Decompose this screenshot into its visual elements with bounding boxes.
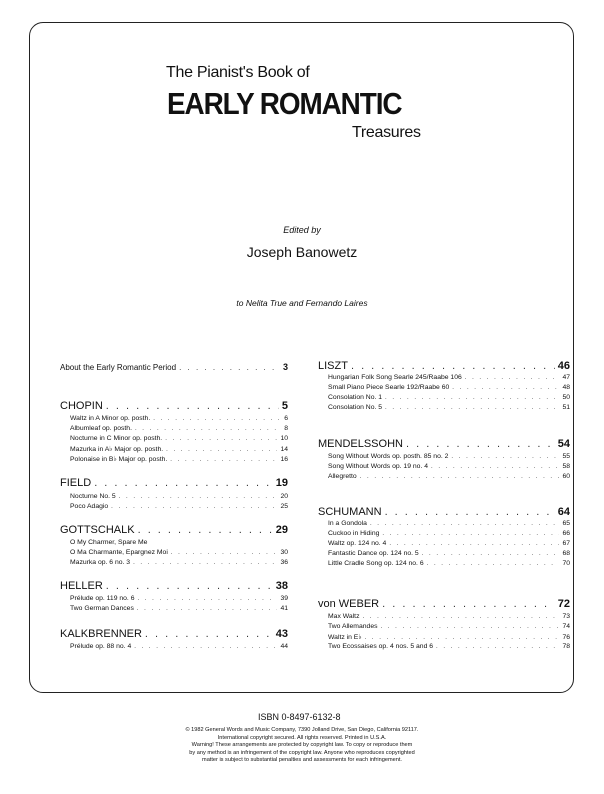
toc-entry xyxy=(318,550,570,557)
toc-entry xyxy=(318,374,570,381)
toc-composer-field xyxy=(60,477,288,489)
composer-page: 43 xyxy=(275,628,288,640)
toc-entry xyxy=(60,435,288,442)
toc-entry xyxy=(318,633,570,641)
toc-label: Nocturne in C Minor op. posth. xyxy=(70,435,163,442)
toc-entry xyxy=(60,445,288,453)
toc-entry xyxy=(318,613,570,620)
composer-name: MENDELSSOHN xyxy=(318,438,403,450)
toc-page: 73 xyxy=(562,613,570,620)
editor-name: Joseph Banowetz xyxy=(246,244,358,260)
composer-page: 5 xyxy=(281,400,288,412)
footer-line: Warning! These arrangements are protected by copyright law. To copy or reproduce them xyxy=(191,742,413,749)
toc-page: 47 xyxy=(562,374,570,381)
toc-label: Prélude op. 119 no. 6 xyxy=(70,595,135,602)
toc-label: Poco Adagio xyxy=(70,503,109,510)
toc-composer-weber xyxy=(318,598,570,610)
isbn: ISBN 0-8497-6132-8 xyxy=(258,712,341,722)
toc-entry xyxy=(318,643,570,650)
toc-page: 16 xyxy=(280,456,288,463)
toc-page: 8 xyxy=(284,425,288,432)
toc-page: 41 xyxy=(280,605,288,612)
composer-name: KALKBRENNER xyxy=(60,628,142,640)
toc-entry xyxy=(60,605,288,612)
toc-composer-chopin xyxy=(60,400,288,412)
toc-label: Hungarian Folk Song Searle 245/Raabe 106 xyxy=(328,374,462,381)
toc-page: 60 xyxy=(562,473,570,480)
toc-composer-gottschalk xyxy=(60,524,288,536)
toc-label: Polonaise in B♭ Major op. posth. xyxy=(70,456,168,463)
toc-label: O Ma Charmante, Epargnez Moi xyxy=(70,549,168,556)
toc-page: 55 xyxy=(562,453,570,460)
toc-entry xyxy=(318,394,570,401)
toc-label: Small Piano Piece Searle 192/Raabe 60 xyxy=(328,384,450,391)
toc-entry xyxy=(60,595,288,602)
toc-entry xyxy=(60,559,288,566)
composer-name: SCHUMANN xyxy=(318,506,382,518)
toc-page: 67 xyxy=(562,540,570,547)
toc-entry xyxy=(318,404,570,411)
toc-entry xyxy=(318,453,570,460)
composer-name: HELLER xyxy=(60,580,103,592)
composer-page: 19 xyxy=(275,477,288,489)
toc-label: Waltz op. 124 no. 4 xyxy=(328,540,387,547)
toc-entry xyxy=(60,455,288,463)
toc-page: 51 xyxy=(562,404,570,411)
toc-page: 36 xyxy=(280,559,288,566)
title-line-3: Treasures xyxy=(352,124,421,141)
toc-label: Cuckoo in Hiding xyxy=(328,530,380,537)
toc-label: Albumleaf op. posth. xyxy=(70,425,132,432)
toc-page: 6 xyxy=(284,415,288,422)
toc-label: Fantastic Dance op. 124 no. 5 xyxy=(328,550,419,557)
toc-page: 44 xyxy=(280,643,288,650)
composer-page: 29 xyxy=(275,524,288,536)
toc-entry xyxy=(60,643,288,650)
composer-name: FIELD xyxy=(60,477,92,489)
toc-page: 58 xyxy=(562,463,570,470)
toc-label: Allegretto xyxy=(328,473,357,480)
toc-page: 39 xyxy=(280,595,288,602)
composer-name: von WEBER xyxy=(318,598,380,610)
toc-entry xyxy=(318,530,570,537)
toc-composer-mendelssohn xyxy=(318,438,570,450)
toc-page: 10 xyxy=(280,435,288,442)
toc-entry-about xyxy=(60,362,288,372)
toc-label: Prélude op. 88 no. 4 xyxy=(70,643,132,650)
toc-entry xyxy=(60,493,288,500)
composer-name: CHOPIN xyxy=(60,400,103,412)
toc-page: 70 xyxy=(562,560,570,567)
toc-entry xyxy=(318,623,570,630)
toc-label: Song Without Words op. posth. 85 no. 2 xyxy=(328,453,449,460)
toc-composer-liszt xyxy=(318,360,570,372)
toc-label: Mazurka op. 6 no. 3 xyxy=(70,559,131,566)
toc-label: Waltz in E♭ xyxy=(328,634,362,641)
toc-page: 3 xyxy=(282,362,288,372)
toc-label: Two Allemandes xyxy=(328,623,378,630)
toc-label: Song Without Words op. 19 no. 4 xyxy=(328,463,428,470)
toc-entry xyxy=(318,520,570,527)
toc-entry xyxy=(318,473,570,480)
composer-page: 64 xyxy=(557,506,570,518)
title-line-1: The Pianist's Book of xyxy=(166,64,310,81)
toc-page: 30 xyxy=(280,549,288,556)
toc-label: In a Gondola xyxy=(328,520,367,527)
footer-line: matter is subject to substantial penalties and assessments for each infringement. xyxy=(202,757,402,764)
dedication: to Nelita True and Fernando Laires xyxy=(236,298,368,308)
toc-label: About the Early Romantic Period xyxy=(60,363,177,372)
toc-page: 25 xyxy=(280,503,288,510)
toc-label: Consolation No. 5 xyxy=(328,404,383,411)
toc-page: 66 xyxy=(562,530,570,537)
composer-page: 46 xyxy=(557,360,570,372)
footer-line: © 1982 General Words and Music Company, 7390 Jolland Drive, San Diego, California 92117. xyxy=(185,727,419,733)
toc-label: Consolation No. 1 xyxy=(328,394,383,401)
toc-composer-kalkbrenner xyxy=(60,628,288,640)
footer-line: by any method is an infringement of the copyright law. Anyone who reproduces copyrighted xyxy=(189,749,415,756)
toc-entry xyxy=(60,549,288,556)
composer-name: LISZT xyxy=(318,360,348,372)
toc-label: Two German Dances xyxy=(70,605,134,612)
toc-page: 48 xyxy=(562,384,570,391)
edited-by-label: Edited by xyxy=(283,225,321,235)
toc-subtitle: O My Charmer, Spare Me xyxy=(70,539,148,546)
toc-label: Two Ecossaises op. 4 nos. 5 and 6 xyxy=(328,643,434,650)
toc-page: 14 xyxy=(280,446,288,453)
composer-page: 54 xyxy=(557,438,570,450)
toc-page: 65 xyxy=(562,520,570,527)
toc-page: 76 xyxy=(562,634,570,641)
toc-page: 50 xyxy=(562,394,570,401)
toc-page: 74 xyxy=(562,623,570,630)
toc-entry xyxy=(318,384,570,391)
toc-label: Max Waltz xyxy=(328,613,360,620)
toc-page: 78 xyxy=(562,643,570,650)
toc-entry xyxy=(60,415,288,422)
composer-page: 38 xyxy=(275,580,288,592)
toc-entry xyxy=(60,425,288,432)
toc-entry xyxy=(318,463,570,470)
toc-composer-schumann xyxy=(318,506,570,518)
toc-label: Mazurka in A♭ Major op. posth. xyxy=(70,446,164,453)
copyright-footer xyxy=(80,727,524,765)
page-border xyxy=(29,22,574,693)
composer-page: 72 xyxy=(557,598,570,610)
footer-line: International copyright secured. All rights reserved. Printed in U.S.A. xyxy=(217,734,387,741)
toc-page: 20 xyxy=(280,493,288,500)
composer-name: GOTTSCHALK xyxy=(60,524,135,536)
toc-label: Nocturne No. 5 xyxy=(70,493,116,500)
toc-label: Waltz in A Minor op. posth. xyxy=(70,415,151,422)
toc-entry xyxy=(60,503,288,510)
toc-entry xyxy=(318,540,570,547)
toc-composer-heller xyxy=(60,580,288,592)
toc-page: 68 xyxy=(562,550,570,557)
toc-label: Little Cradle Song op. 124 no. 6 xyxy=(328,560,424,567)
title-main: EARLY ROMANTIC xyxy=(167,86,402,121)
toc-entry xyxy=(318,560,570,567)
